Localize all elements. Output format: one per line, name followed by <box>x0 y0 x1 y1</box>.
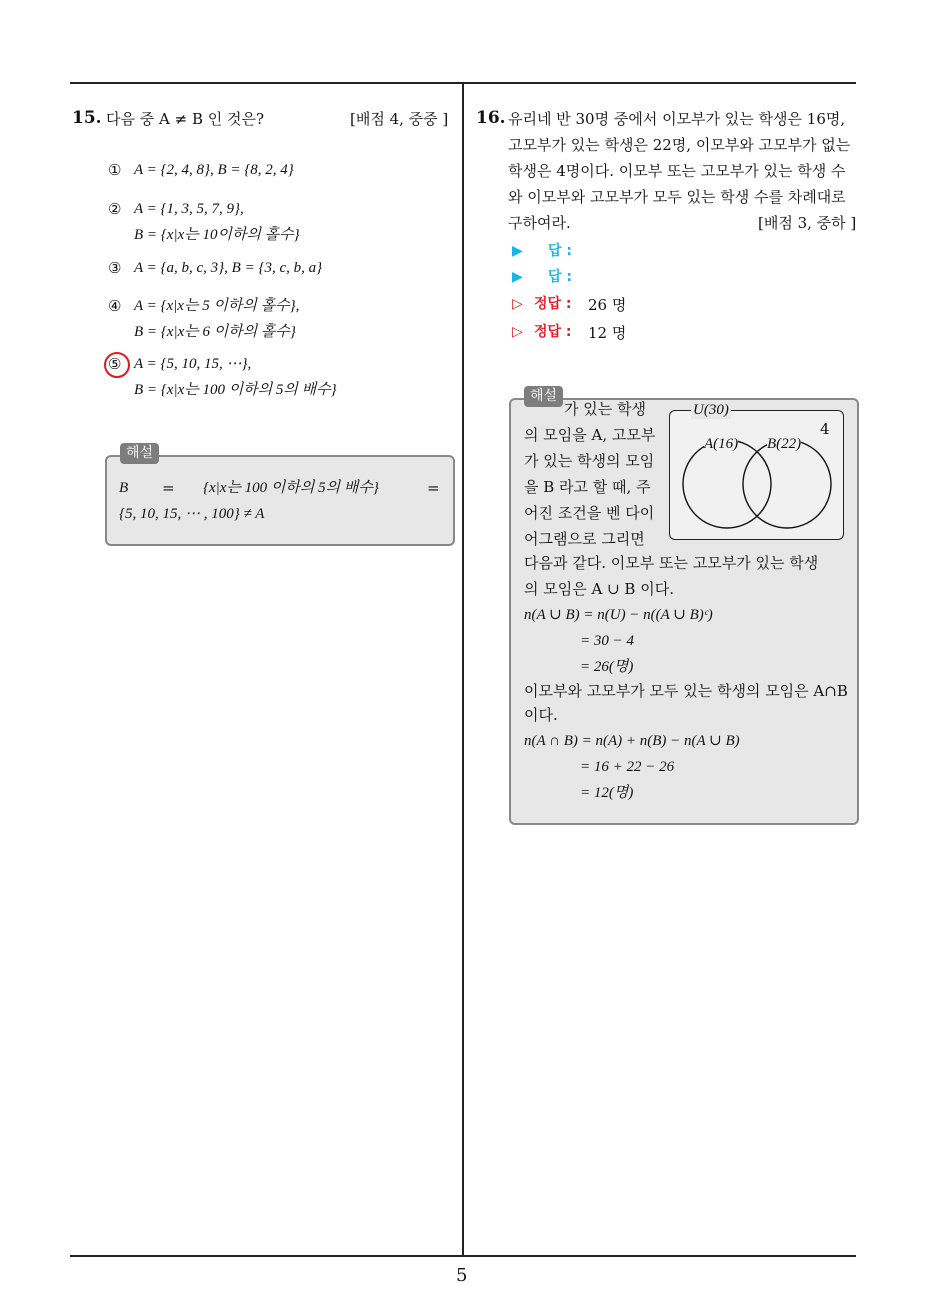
question-text-line: 구하여라. <box>508 214 571 232</box>
explanation-text: = <box>162 479 175 497</box>
option-marker: ② <box>108 200 122 218</box>
explanation-text: 의 모임을 A, 고모부 <box>524 426 656 444</box>
explanation-text: 다음과 같다. 이모부 또는 고모부가 있는 학생 <box>524 554 819 572</box>
venn-circle-a <box>683 440 771 528</box>
explanation-tag: 해설 <box>120 443 159 464</box>
correct-answer-value: 26 명 <box>588 296 627 314</box>
explanation-formula: = 12(명) <box>580 785 634 801</box>
option-text: A = {5, 10, 15, ⋯}, <box>134 356 252 372</box>
explanation-formula: n(A ∩ B) = n(A) + n(B) − n(A ∪ B) <box>524 733 740 749</box>
outline-triangle-icon: ▷ <box>512 324 523 340</box>
answer-label: 답 : <box>548 243 572 259</box>
option-text: A = {1, 3, 5, 7, 9}, <box>134 201 244 217</box>
correct-answer-label: 정답 : <box>534 324 572 340</box>
option-marker: ① <box>108 161 122 179</box>
question-text-line: 와 이모부와 고모부가 모두 있는 학생 수를 차례대로 <box>508 188 846 206</box>
venn-set-b-label: B(22) <box>767 436 802 452</box>
question-score: [배점 3, 중하 ] <box>758 214 857 232</box>
option-text: A = {x|x는 5 이하의 홀수}, <box>134 298 300 314</box>
option-marker: ⑤ <box>108 355 122 373</box>
explanation-box <box>105 455 455 546</box>
explanation-text: 의 모임은 A ∪ B 이다. <box>524 580 674 598</box>
question-number: 15. <box>72 108 102 128</box>
explanation-text: 가 있는 학생의 모임 <box>524 452 655 470</box>
option-text: A = {a, b, c, 3}, B = {3, c, b, a} <box>134 260 323 276</box>
explanation-box <box>509 398 859 825</box>
explanation-formula: n(A ∪ B) = n(U) − n((A ∪ B)ᶜ) <box>524 607 713 623</box>
explanation-text: 을 B 라고 할 때, 주 <box>524 478 651 496</box>
option-marker: ④ <box>108 297 122 315</box>
answer-label: 답 : <box>548 269 572 285</box>
play-icon: ▶ <box>512 243 523 259</box>
correct-answer-value: 12 명 <box>588 324 627 342</box>
bottom-rule <box>70 1255 856 1257</box>
option-marker: ③ <box>108 259 122 277</box>
explanation-text: {5, 10, 15, ⋯ , 100} ≠ A <box>119 506 265 522</box>
option-text-line2: B = {x|x는 6 이하의 홀수} <box>134 324 296 340</box>
explanation-text: 이다. <box>524 706 558 724</box>
option-text-line2: B = {x|x는 10이하의 홀수} <box>134 227 300 243</box>
explanation-formula: = 26(명) <box>580 659 634 675</box>
venn-universe-label: U(30) <box>693 402 729 418</box>
column-divider <box>462 82 464 1256</box>
question-score: [배점 4, 중중 ] <box>350 110 449 128</box>
play-icon: ▶ <box>512 269 523 285</box>
explanation-text: = <box>427 479 440 497</box>
explanation-text: 어그램으로 그리면 <box>524 530 645 548</box>
option-text: A = {2, 4, 8}, B = {8, 2, 4} <box>134 162 294 178</box>
question-number: 16. <box>476 108 506 128</box>
correct-answer-label: 정답 : <box>534 296 572 312</box>
option-text-line2: B = {x|x는 100 이하의 5의 배수} <box>134 382 337 398</box>
venn-outside-count: 4 <box>820 420 830 438</box>
explanation-formula: = 16 + 22 − 26 <box>580 759 675 775</box>
explanation-tag: 해설 <box>524 386 563 407</box>
explanation-text: 어진 조건을 벤 다이 <box>524 504 655 522</box>
question-text-line: 고모부가 있는 학생은 22명, 이모부와 고모부가 없는 <box>508 136 851 154</box>
venn-set-a-label: A(16) <box>704 436 739 452</box>
explanation-text: {x|x는 100 이하의 5의 배수} <box>203 480 379 496</box>
explanation-text: B <box>119 480 129 496</box>
explanation-text: 이모부와 고모부가 모두 있는 학생의 모임은 A∩B <box>524 682 848 700</box>
venn-diagram <box>669 410 844 540</box>
explanation-text: 가 있는 학생 <box>564 400 646 418</box>
venn-circle-b <box>743 440 831 528</box>
page-number: 5 <box>456 1265 468 1286</box>
question-text-line: 학생은 4명이다. 이모부 또는 고모부가 있는 학생 수 <box>508 162 846 180</box>
question-prompt: 다음 중 A ≠ B 인 것은? <box>106 110 265 128</box>
explanation-formula: = 30 − 4 <box>580 633 634 649</box>
question-text-line: 유리네 반 30명 중에서 이모부가 있는 학생은 16명, <box>508 110 846 128</box>
outline-triangle-icon: ▷ <box>512 296 523 312</box>
